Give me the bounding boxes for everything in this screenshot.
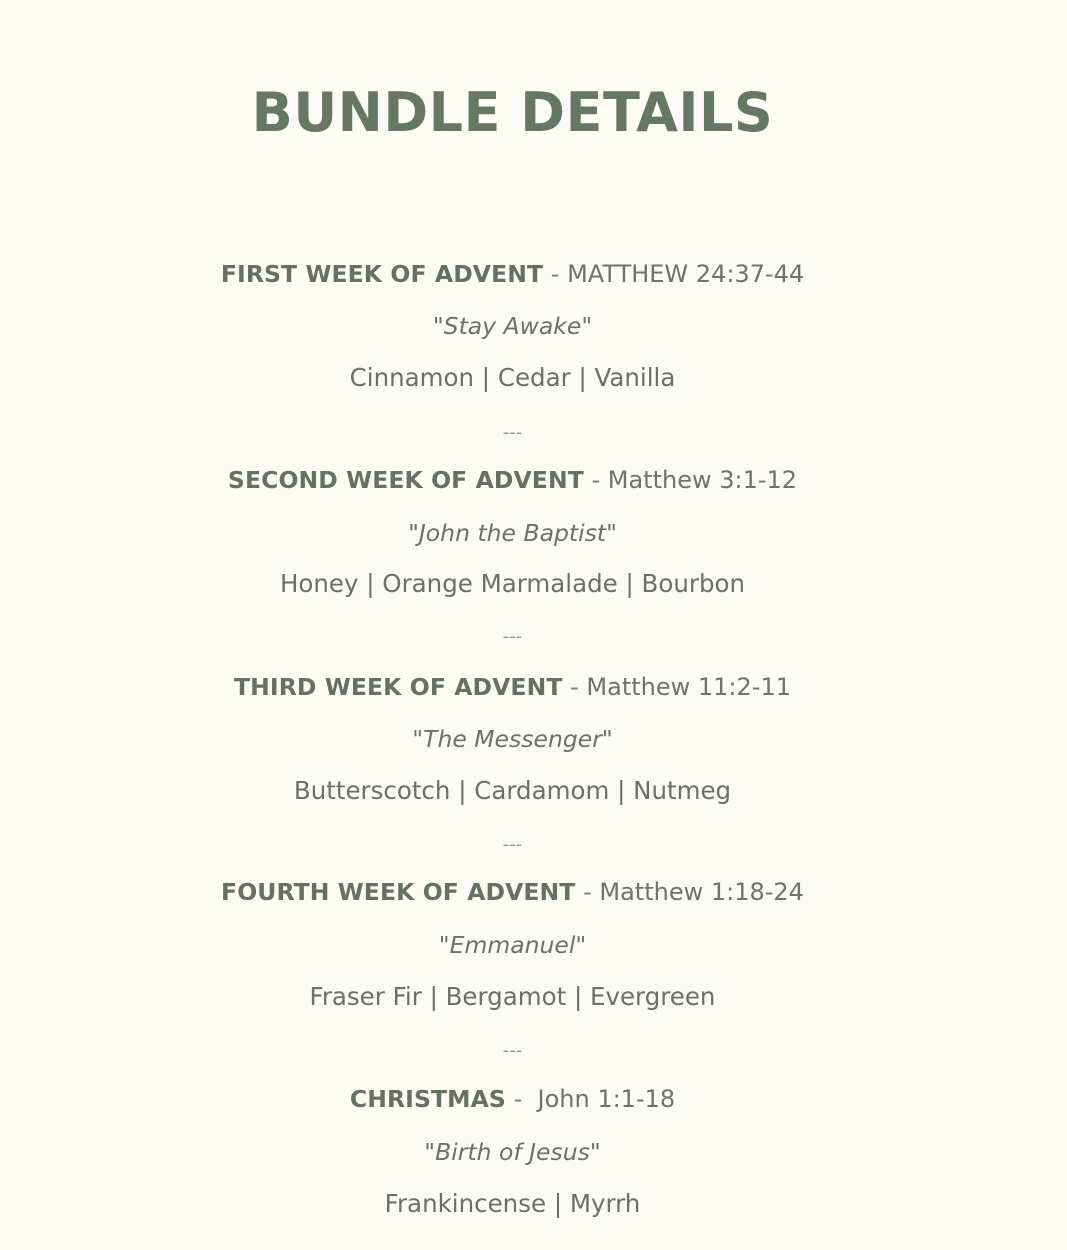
week-3-subtitle: "The Messenger" [412, 725, 613, 753]
christmas-subtitle: "Birth of Jesus" [424, 1138, 601, 1166]
week-3-separator: --- [502, 834, 523, 855]
week-1-dash: - [543, 260, 568, 288]
christmas-dash: - [505, 1085, 538, 1113]
week-3-title: THIRD WEEK OF ADVENT [234, 673, 563, 701]
week-2-subtitle: "John the Baptist" [408, 519, 617, 547]
week-4-subtitle: "Emmanuel" [438, 931, 587, 959]
week-3-heading [0, 670, 1025, 704]
week-1-title: FIRST WEEK OF ADVENT [220, 260, 544, 288]
week-1-separator: --- [502, 422, 523, 443]
christmas-heading [0, 1082, 1025, 1116]
week-3-scents: Butterscotch | Cardamom | Nutmeg [293, 776, 732, 805]
christmas-title: CHRISTMAS [349, 1085, 506, 1113]
christmas-reference: John 1:1-18 [537, 1085, 676, 1113]
week-1-heading [0, 257, 1025, 291]
week-2-heading [0, 463, 1025, 497]
week-4-scents: Fraser Fir | Bergamot | Evergreen [309, 982, 716, 1011]
page-title: BUNDLE DETAILS [251, 81, 774, 144]
week-4-reference: Matthew 1:18-24 [599, 878, 804, 906]
week-4-separator: --- [502, 1040, 523, 1061]
week-2-title: SECOND WEEK OF ADVENT [227, 466, 584, 494]
week-4-dash: - [575, 878, 600, 906]
week-2-dash: - [583, 466, 608, 494]
week-4-heading [0, 875, 1025, 909]
week-4-title: FOURTH WEEK OF ADVENT [221, 878, 576, 906]
christmas-scents: Frankincense | Myrrh [384, 1189, 641, 1218]
week-3-dash: - [562, 673, 587, 701]
week-2-scents: Honey | Orange Marmalade | Bourbon [279, 569, 746, 598]
week-1-subtitle: "Stay Awake" [432, 312, 593, 340]
week-2-separator: --- [502, 626, 523, 647]
week-3-reference: Matthew 11:2-11 [586, 673, 791, 701]
week-1-scents: Cinnamon | Cedar | Vanilla [349, 363, 676, 392]
week-1-reference: MATTHEW 24:37-44 [567, 260, 805, 288]
week-2-reference: Matthew 3:1-12 [607, 466, 798, 494]
